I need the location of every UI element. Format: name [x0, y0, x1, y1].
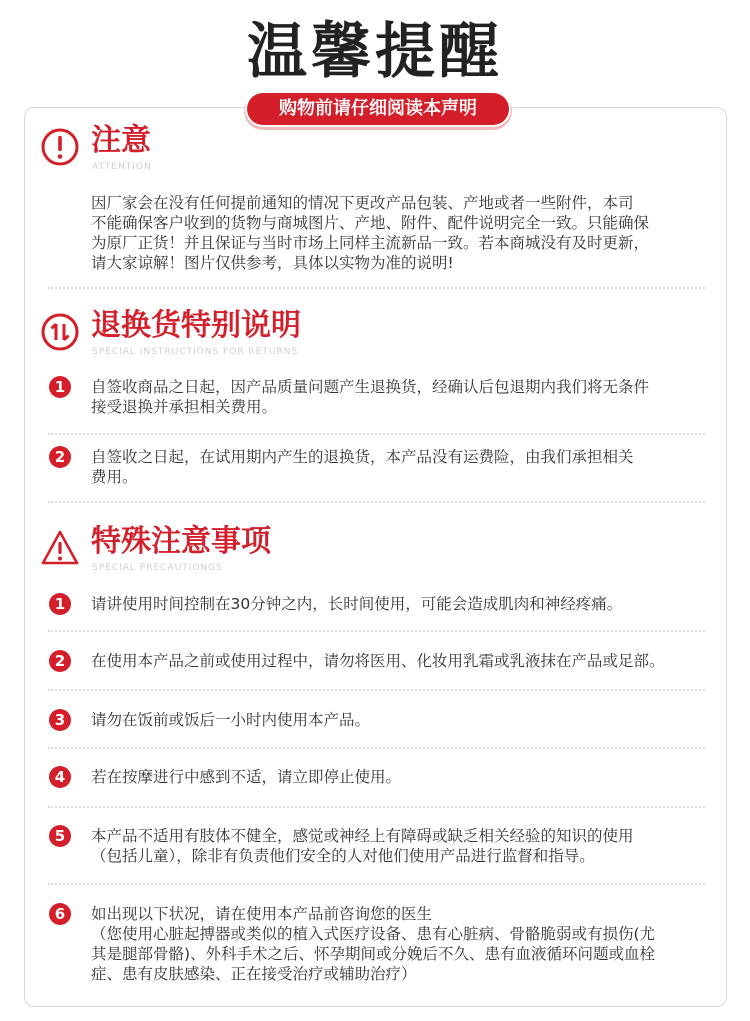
precaution-item-4 — [91, 767, 706, 787]
paragraph-line: 请大家谅解！图片仅供参考，具体以实物为准的说明! — [91, 254, 454, 272]
item-line: （包括儿童），除非有负责他们安全的人对他们使用产品进行监督和指导。 — [91, 847, 595, 865]
divider — [48, 806, 705, 808]
return-item-2 — [91, 447, 706, 487]
paragraph-line: 为原厂正货！并且保证与当时市场上同样主流新品一致。若本商城没有及时更新， — [91, 234, 650, 252]
item-line: （您使用心脏起搏器或类似的植入式医疗设备、患有心脏病、骨骼脆弱或有损伤(尤 — [91, 925, 656, 943]
item-line: 若在按摩进行中感到不适，请立即停止使用。 — [91, 768, 402, 786]
item-number-badge: 3 — [49, 709, 71, 731]
item-line: 请讲使用时间控制在30分钟之内，长时间使用，可能会造成肌肉和神经疼痛。 — [91, 595, 623, 613]
item-line: 接受退换并承担相关费用。 — [91, 398, 278, 416]
item-line: 如出现以下状况，请在使用本产品前咨询您的医生 — [91, 905, 433, 923]
divider — [48, 501, 705, 503]
section-title: 特殊注意事项 — [91, 524, 271, 559]
item-line: 请勿在饭前或饭后一小时内使用本产品。 — [91, 711, 371, 729]
section-title: 退换货特别说明 — [91, 308, 301, 343]
section-subtitle: SPECIAL PRECAUTIONGS — [92, 563, 223, 573]
divider — [48, 433, 705, 435]
precaution-item-5 — [91, 826, 706, 866]
exclamation-circle-icon — [40, 127, 80, 167]
exchange-arrows-icon — [40, 312, 80, 352]
precaution-item-3 — [91, 710, 706, 730]
item-number-badge: 1 — [49, 593, 71, 615]
item-line: 费用。 — [91, 468, 138, 486]
item-line: 在使用本产品之前或使用过程中，请勿将医用、化妆用乳霜或乳液抹在产品或足部。 — [91, 652, 665, 670]
item-line: 本产品不适用有肢体不健全，感觉或神经上有障碍或缺乏相关经验的知识的使用 — [91, 827, 634, 845]
precaution-item-2 — [91, 651, 706, 671]
item-number-badge: 5 — [49, 825, 71, 847]
divider — [48, 630, 705, 632]
divider — [48, 883, 705, 885]
page-title: 温馨提醒 — [247, 17, 503, 87]
item-number-badge: 6 — [49, 903, 71, 925]
section-title: 注意 — [91, 123, 151, 158]
item-number-badge: 1 — [49, 376, 71, 398]
warning-triangle-icon — [40, 528, 80, 568]
item-line: 症、患有皮肤感染、正在接受治疗或辅助治疗） — [91, 965, 417, 983]
item-number-badge: 4 — [49, 766, 71, 788]
item-line: 其是腿部骨骼)、外科手术之后、怀孕期间或分娩后不久、患有血液循环问题或血栓 — [91, 945, 656, 963]
item-number-badge: 2 — [49, 446, 71, 468]
paragraph-line: 因厂家会在没有任何提前通知的情况下更改产品包装、产地或者一些附件，本司 — [91, 194, 634, 212]
item-line: 自签收商品之日起，因产品质量问题产生退换货，经确认后包退期内我们将无条件 — [91, 378, 650, 396]
paragraph-line: 不能确保客户收到的货物与商城图片、产地、附件、配件说明完全一致。只能确保 — [91, 214, 650, 232]
divider — [48, 689, 705, 691]
precaution-item-6 — [91, 904, 706, 984]
section-subtitle: SPECIAL INSTRUCTIONS FOR RETURNS — [92, 347, 299, 357]
return-item-1 — [91, 377, 706, 417]
divider — [48, 287, 705, 289]
notice-banner: 购物前请仔细阅读本声明 — [247, 93, 509, 125]
attention-paragraph — [91, 193, 701, 273]
item-number-badge: 2 — [49, 650, 71, 672]
item-line: 自签收之日起，在试用期内产生的退换货，本产品没有运费险，由我们承担相关 — [91, 448, 634, 466]
divider — [48, 747, 705, 749]
section-subtitle: ATTENTION — [92, 162, 152, 172]
precaution-item-1 — [91, 594, 706, 614]
